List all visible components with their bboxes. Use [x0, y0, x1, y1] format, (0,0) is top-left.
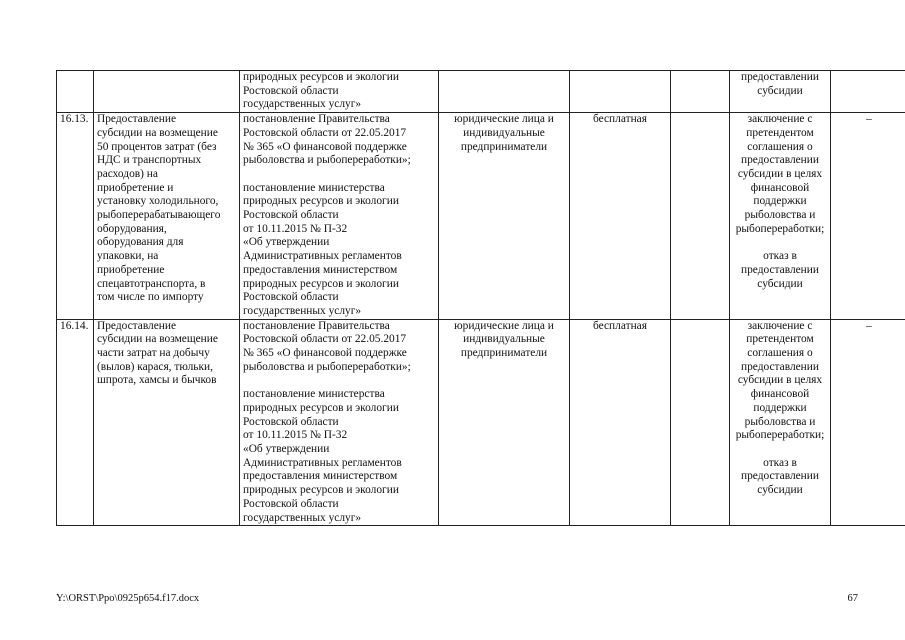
- services-table: [56, 70, 905, 526]
- cell-result: заключение с претендентом соглашения о предоставлении субсидии в целях финансовой поддержки рыболовства и рыбопереработки; отказ в предоставлении субсидии: [730, 113, 831, 320]
- cell-fee: [570, 71, 671, 113]
- cell-recipients: юридические лица и индивидуальные предприниматели: [439, 319, 570, 526]
- cell-name: [94, 71, 240, 113]
- footer-page-number: 67: [847, 593, 858, 604]
- cell-last: [831, 71, 905, 113]
- cell-blank: [671, 113, 730, 320]
- cell-fee: бесплатная: [570, 319, 671, 526]
- cell-last: –: [831, 319, 905, 526]
- cell-name: Предоставление субсидии на возмещение 50 процентов затрат (без НДС и транспортных расходов) на приобретение и установку холодильного, рыбоперерабатывающего оборудования, оборудования для упаковки, на приобретение спецавтотранспорта, в том числе по импорту: [94, 113, 240, 320]
- cell-recipients: [439, 71, 570, 113]
- cell-blank: [671, 319, 730, 526]
- cell-number: 16.13.: [57, 113, 94, 320]
- cell-blank: [671, 71, 730, 113]
- cell-last: –: [831, 113, 905, 320]
- cell-result: предоставлении субсидии: [730, 71, 831, 113]
- table-row-continuation: [57, 71, 905, 113]
- cell-fee: бесплатная: [570, 113, 671, 320]
- cell-basis: постановление Правительства Ростовской области от 22.05.2017 № 365 «О финансовой поддержке рыболовства и рыбопереработки»; постановление министерства природных ресурсов и экологии Ростовской области от 10.11.2015 № П-32 «Об утверждении Административных регламентов предоставления министерством природных ресурсов и экологии Ростовской области государственных услуг»: [240, 113, 439, 320]
- cell-basis: природных ресурсов и экологии Ростовской области государственных услуг»: [240, 71, 439, 113]
- table-row-16-14: [57, 319, 905, 526]
- footer-file-path: Y:\ORST\Ppo\0925p654.f17.docx: [56, 593, 200, 604]
- cell-basis: постановление Правительства Ростовской области от 22.05.2017 № 365 «О финансовой поддержке рыболовства и рыбопереработки»; постановление министерства природных ресурсов и экологии Ростовской области от 10.11.2015 № П-32 «Об утверждении Административных регламентов предоставления министерством природных ресурсов и экологии Ростовской области государственных услуг»: [240, 319, 439, 526]
- cell-result: заключение с претендентом соглашения о предоставлении субсидии в целях финансовой поддержки рыболовства и рыбопереработки; отказ в предоставлении субсидии: [730, 319, 831, 526]
- cell-name: Предоставление субсидии на возмещение части затрат на добычу (вылов) карася, тюльки, шпрота, хамсы и бычков: [94, 319, 240, 526]
- table-row-16-13: [57, 113, 905, 320]
- cell-number: [57, 71, 94, 113]
- cell-recipients: юридические лица и индивидуальные предприниматели: [439, 113, 570, 320]
- cell-number: 16.14.: [57, 319, 94, 526]
